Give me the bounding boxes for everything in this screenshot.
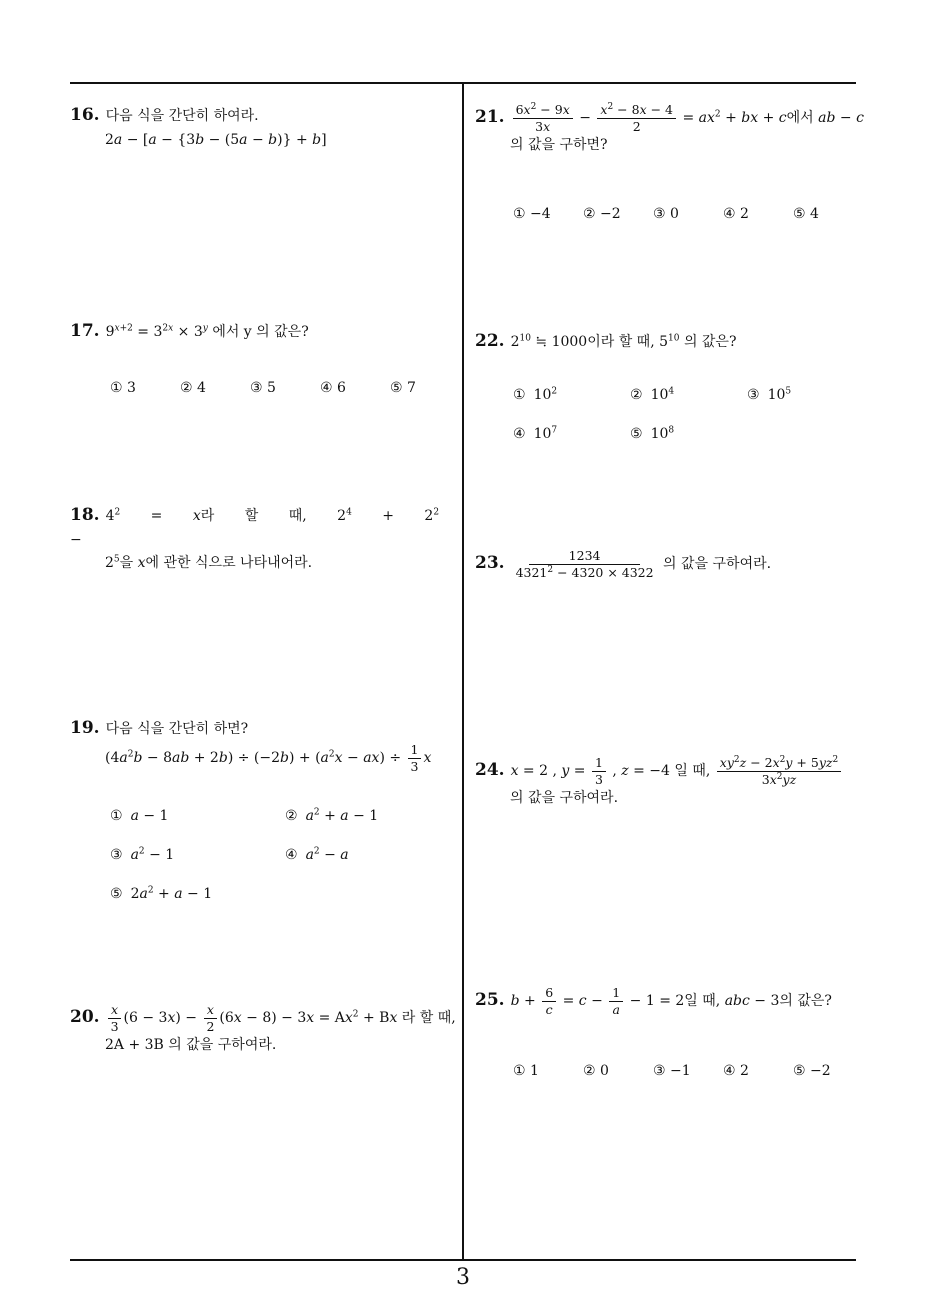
numerator: 1234 [529,548,641,565]
expression: $4^2 = x$라 할 때, $2^4 + 2^2$ − [70,507,440,549]
choice-2[interactable]: ② $10^4$ [630,386,675,403]
column-divider [462,83,464,1260]
denominator: $4321^2 - 4320 \times 4322$ [515,564,654,580]
question-number: 25. [475,990,505,1011]
choice[interactable]: ② 4 [180,380,206,396]
choice-4[interactable]: ④ $10^7$ [513,425,558,442]
question-text: 다음 식을 간단히 하면? [105,721,249,737]
question-text: 2A + 3B 의 값을 구하여라. [105,1037,277,1054]
expression: $2^{10}$ ≒ 1000이라 할 때, $5^{10}$ [510,333,680,350]
question-24 [475,755,843,810]
question-number: 17. [70,321,100,341]
question-text: 의 값을 구하여라. [663,556,772,573]
question-text-line [70,552,455,574]
question-number: 21. [475,107,505,128]
choice[interactable]: ⑤ −2 [793,1063,831,1079]
expression: $\frac{6x^2 - 9x}{3x}$ − $\frac{x^2 - 8x - 4}{2}$ = $ax^2$ + bx + c에서 ab − c [511,110,864,126]
question-text: 에 관한 식으로 나타내어라. [145,554,313,571]
expression: x = 2 , y = $\frac{1}{3}$ , z = −4 일 때, $\frac{xy^2z - 2x^2y + 5yz^2}{3x^2yz}$ [511,763,844,779]
expression: 2a − [a − {3b − (5a − b)} + b] [105,132,327,149]
page-number: 3 [456,1265,470,1290]
choice-3[interactable]: ③ $a^2 - 1$ [110,846,175,863]
choice-2[interactable]: ② $a^2 + a - 1$ [285,807,379,824]
bottom-rule [70,1259,856,1261]
question-number: 22. [475,331,505,351]
choice-5[interactable]: ⑤ $10^8$ [630,425,675,442]
question-16 [70,102,327,152]
question-18 [70,502,455,574]
expression: $9^{x+2} = 3^{2x} \times 3^y$ [105,323,208,340]
question-25 [475,985,832,1017]
question-text: 의 값은? [779,993,832,1010]
choice[interactable]: ② −2 [583,206,621,222]
expression: $\frac{x}{3}$ (6 − 3x) − $\frac{x}{2}$ $(6x - 8) - 3x = Ax^2 + Bx$ 라 할 때, [106,1010,456,1026]
choice[interactable]: ⑤ 7 [390,380,416,396]
question-text: 의 값을 구하여라. [510,790,619,807]
choice[interactable]: ④ 2 [723,206,749,222]
choice[interactable]: ① 1 [513,1063,539,1079]
question-text: 의 값을 구하면? [510,137,608,154]
question-text: 다음 식을 간단히 하여라. [105,108,259,124]
choice[interactable]: ② 0 [583,1063,609,1079]
choice[interactable]: ④ 6 [320,380,346,396]
expression: $2^5$을 x [105,553,146,571]
expression: b + $\frac{6}{c}$ = c − $\frac{1}{a}$ − 1 = 2일 때, abc − 3 [510,985,780,1017]
choice-1[interactable]: ① $10^2$ [513,386,558,403]
question-22 [475,328,736,355]
expression: $(4a^2b - 8ab + 2b) \div (-2b) + (a^2x - ax)$ ÷ $\frac{1}{3}$ x [105,742,432,774]
question-21 [475,102,864,157]
question-number: 24. [475,760,505,781]
fraction [513,548,657,580]
question-number: 16. [70,105,100,125]
question-text: 에서 y 의 값은? [212,324,309,340]
choice[interactable]: ① −4 [513,206,551,222]
choice-4[interactable]: ④ $a^2 - a$ [285,846,349,863]
choice[interactable]: ③ −1 [653,1063,691,1079]
question-number: 20. [70,1007,100,1028]
choice[interactable]: ① 3 [110,380,136,396]
question-number: 23. [475,553,505,574]
question-text: 의 값은? [683,334,737,350]
question-number: 19. [70,718,100,738]
choice[interactable]: ③ 5 [250,380,276,396]
choice[interactable]: ③ 0 [653,206,679,222]
choice-5[interactable]: ⑤ $2a^2 + a - 1$ [110,885,213,902]
question-19 [70,715,431,774]
choice[interactable]: ④ 2 [723,1063,749,1079]
choice-1[interactable]: ① a − 1 [110,808,169,824]
question-17 [70,318,309,345]
question-20 [70,1002,456,1057]
question-23 [475,548,771,580]
choice[interactable]: ⑤ 4 [793,206,819,222]
question-number: 18. [70,505,100,525]
choice-3[interactable]: ③ $10^5$ [747,386,792,403]
